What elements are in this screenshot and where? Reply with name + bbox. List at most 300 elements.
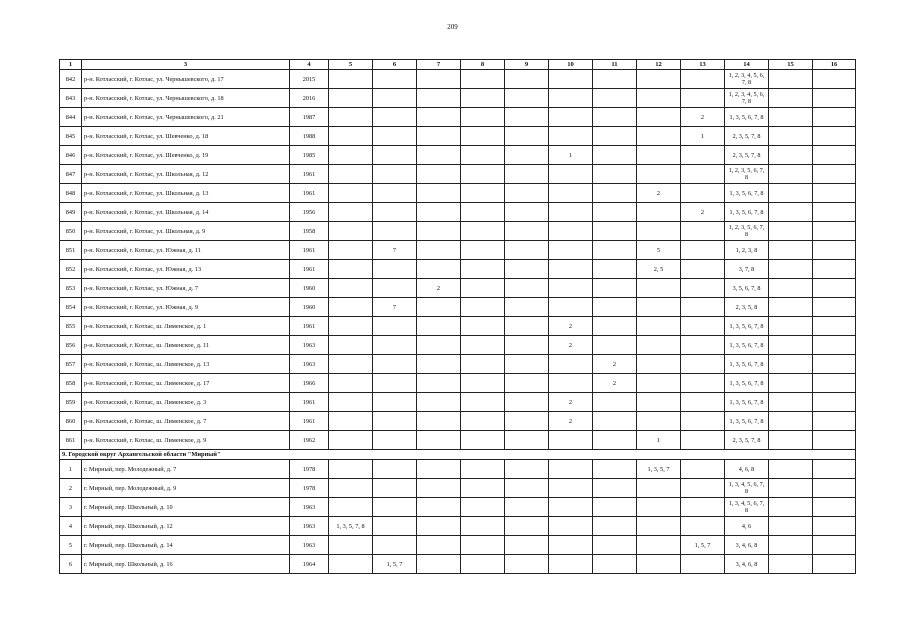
table-cell <box>769 279 813 298</box>
address-cell: р-н. Котласский, г. Котлас, ул. Чернышевского, д. 18 <box>82 89 290 108</box>
address-cell: р-н. Котласский, г. Котлас, ул. Южная, д. 13 <box>82 260 290 279</box>
table-cell <box>681 146 725 165</box>
table-cell <box>373 336 417 355</box>
table-cell <box>593 536 637 555</box>
work-types-cell: 1, 3, 5, 6, 7, 8 <box>725 203 769 222</box>
table-cell <box>461 498 505 517</box>
year-cell: 1961 <box>290 165 329 184</box>
table-cell <box>813 108 856 127</box>
work-types-cell: 1, 2, 3, 4, 5, 6, 7, 8 <box>725 70 769 89</box>
table-cell <box>593 460 637 479</box>
table-cell <box>417 517 461 536</box>
table-cell <box>813 412 856 431</box>
work-types-cell: 1, 3, 5, 6, 7, 8 <box>725 412 769 431</box>
table-cell: 1, 5, 7 <box>373 555 417 574</box>
kotlas-rows <box>60 70 856 450</box>
year-cell: 1961 <box>290 393 329 412</box>
table-cell: 7 <box>373 241 417 260</box>
table-cell <box>417 165 461 184</box>
table-cell <box>769 165 813 184</box>
year-cell: 1978 <box>290 460 329 479</box>
table-cell: 1 <box>637 431 681 450</box>
table-cell <box>637 146 681 165</box>
row-number-cell: 852 <box>60 260 82 279</box>
year-cell: 1963 <box>290 355 329 374</box>
row-number-cell: 847 <box>60 165 82 184</box>
table-cell: 2 <box>593 374 637 393</box>
table-cell <box>813 517 856 536</box>
table-cell <box>549 184 593 203</box>
table-cell <box>417 374 461 393</box>
table-cell <box>813 298 856 317</box>
table-cell <box>637 279 681 298</box>
table-cell <box>417 479 461 498</box>
table-cell <box>593 555 637 574</box>
work-types-cell: 1, 3, 5, 6, 7, 8 <box>725 374 769 393</box>
table-cell <box>373 222 417 241</box>
table-cell <box>549 460 593 479</box>
table-cell <box>505 317 549 336</box>
table-cell <box>813 146 856 165</box>
table-row <box>60 184 856 203</box>
table-row <box>60 298 856 317</box>
table-cell <box>637 355 681 374</box>
table-cell: 2, 5 <box>637 260 681 279</box>
table-cell <box>549 260 593 279</box>
table-cell <box>549 89 593 108</box>
table-cell <box>769 536 813 555</box>
table-cell <box>637 336 681 355</box>
table-cell <box>681 165 725 184</box>
row-number-cell: 843 <box>60 89 82 108</box>
table-cell <box>417 460 461 479</box>
table-cell <box>681 517 725 536</box>
table-cell <box>417 70 461 89</box>
table-cell <box>769 374 813 393</box>
table-cell <box>549 431 593 450</box>
table-cell <box>505 555 549 574</box>
table-cell <box>549 108 593 127</box>
column-header: 11 <box>593 60 637 70</box>
table-cell <box>417 431 461 450</box>
table-cell <box>505 460 549 479</box>
table-cell <box>461 374 505 393</box>
table-cell <box>813 127 856 146</box>
table-row <box>60 374 856 393</box>
row-number-cell: 845 <box>60 127 82 146</box>
column-header: 10 <box>549 60 593 70</box>
column-header: 7 <box>417 60 461 70</box>
work-types-cell: 4, 6 <box>725 517 769 536</box>
row-number-cell: 861 <box>60 431 82 450</box>
table-cell: 2 <box>417 279 461 298</box>
table-cell <box>637 479 681 498</box>
table-cell <box>549 298 593 317</box>
table-cell <box>505 146 549 165</box>
table-cell <box>329 70 373 89</box>
year-cell: 1963 <box>290 536 329 555</box>
address-cell: р-н. Котласский, г. Котлас, ул. Шевченко, д. 18 <box>82 127 290 146</box>
address-cell: р-н. Котласский, г. Котлас, ул. Школьная, д. 13 <box>82 184 290 203</box>
work-types-cell: 1, 3, 5, 6, 7, 8 <box>725 108 769 127</box>
table-cell <box>593 517 637 536</box>
row-number-cell: 3 <box>60 498 82 517</box>
table-row <box>60 393 856 412</box>
table-cell <box>593 146 637 165</box>
table-cell <box>329 127 373 146</box>
work-types-cell: 4, 6, 8 <box>725 460 769 479</box>
table-cell <box>681 89 725 108</box>
table-cell <box>549 479 593 498</box>
table-cell <box>461 127 505 146</box>
table-row <box>60 146 856 165</box>
table-cell <box>769 393 813 412</box>
row-number-cell: 2 <box>60 479 82 498</box>
table-cell <box>461 108 505 127</box>
table-row <box>60 498 856 517</box>
table-cell <box>461 412 505 431</box>
table-cell <box>593 89 637 108</box>
table-cell <box>637 89 681 108</box>
table-cell <box>505 203 549 222</box>
column-header: 16 <box>813 60 856 70</box>
table-cell <box>769 203 813 222</box>
table-cell <box>373 70 417 89</box>
table-cell <box>329 298 373 317</box>
table-cell <box>813 374 856 393</box>
table-cell <box>505 517 549 536</box>
table-cell <box>505 393 549 412</box>
table-cell <box>637 127 681 146</box>
table-cell <box>637 222 681 241</box>
address-cell: р-н. Котласский, г. Котлас, ул. Школьная, д. 14 <box>82 203 290 222</box>
table-cell <box>461 517 505 536</box>
year-cell: 1961 <box>290 412 329 431</box>
table-cell <box>505 165 549 184</box>
table-cell <box>417 412 461 431</box>
table-cell <box>769 146 813 165</box>
work-types-cell: 3, 4, 6, 8 <box>725 536 769 555</box>
table-cell <box>593 203 637 222</box>
row-number-cell: 854 <box>60 298 82 317</box>
column-header: 1 <box>60 60 82 70</box>
table-cell <box>417 298 461 317</box>
table-cell <box>681 222 725 241</box>
table-cell <box>637 108 681 127</box>
table-cell <box>461 184 505 203</box>
table-cell <box>461 355 505 374</box>
table-cell <box>417 203 461 222</box>
table-cell <box>769 89 813 108</box>
table-cell <box>769 517 813 536</box>
table-cell <box>593 479 637 498</box>
column-header: 13 <box>681 60 725 70</box>
table-cell <box>593 317 637 336</box>
table-cell <box>417 498 461 517</box>
row-number-cell: 858 <box>60 374 82 393</box>
table-cell <box>461 279 505 298</box>
table-cell <box>769 298 813 317</box>
work-types-cell: 3, 4, 6, 8 <box>725 555 769 574</box>
table-cell <box>769 460 813 479</box>
address-cell: р-н. Котласский, г. Котлас, ш. Лименское, д. 3 <box>82 393 290 412</box>
table-cell: 2 <box>549 412 593 431</box>
address-cell: г. Мирный, пер. Школьный, д. 14 <box>82 536 290 555</box>
table-cell <box>681 70 725 89</box>
year-cell: 1978 <box>290 479 329 498</box>
table-cell <box>461 431 505 450</box>
table-cell <box>813 317 856 336</box>
table-cell <box>505 184 549 203</box>
table-cell <box>505 70 549 89</box>
table-cell <box>549 498 593 517</box>
table-cell <box>505 298 549 317</box>
table-cell <box>461 165 505 184</box>
table-cell <box>681 317 725 336</box>
table-cell <box>417 260 461 279</box>
table-cell <box>373 146 417 165</box>
table-cell <box>461 298 505 317</box>
work-types-cell: 2, 3, 5, 8 <box>725 298 769 317</box>
column-header: 8 <box>461 60 505 70</box>
table-cell <box>373 374 417 393</box>
work-types-cell: 3, 5, 6, 7, 8 <box>725 279 769 298</box>
table-cell <box>681 460 725 479</box>
year-cell: 1966 <box>290 374 329 393</box>
table-cell <box>681 355 725 374</box>
column-header: 3 <box>82 60 290 70</box>
table-cell <box>373 460 417 479</box>
table-cell <box>505 536 549 555</box>
work-types-cell: 1, 2, 3, 4, 5, 6, 7, 8 <box>725 89 769 108</box>
table-cell <box>373 317 417 336</box>
table-row <box>60 70 856 89</box>
row-number-cell: 850 <box>60 222 82 241</box>
table-cell <box>637 165 681 184</box>
table-cell <box>769 184 813 203</box>
table-cell <box>637 203 681 222</box>
table-cell <box>417 146 461 165</box>
table-cell <box>813 460 856 479</box>
table-cell <box>681 479 725 498</box>
table-cell <box>329 184 373 203</box>
table-cell <box>505 479 549 498</box>
table-cell <box>373 355 417 374</box>
year-cell: 1987 <box>290 108 329 127</box>
table-cell <box>593 336 637 355</box>
table-cell <box>329 374 373 393</box>
address-cell: р-н. Котласский, г. Котлас, ш. Лименское, д. 17 <box>82 374 290 393</box>
year-cell: 1961 <box>290 260 329 279</box>
column-header: 6 <box>373 60 417 70</box>
table-cell <box>373 393 417 412</box>
table-cell <box>373 412 417 431</box>
year-cell: 1961 <box>290 184 329 203</box>
table-cell <box>417 536 461 555</box>
address-cell: р-н. Котласский, г. Котлас, ул. Школьная, д. 9 <box>82 222 290 241</box>
table-cell <box>373 203 417 222</box>
address-cell: р-н. Котласский, г. Котлас, ш. Лименское, д. 11 <box>82 336 290 355</box>
table-row <box>60 317 856 336</box>
table-cell <box>329 146 373 165</box>
table-cell <box>505 222 549 241</box>
row-number-cell: 844 <box>60 108 82 127</box>
address-cell: г. Мирный, пер. Школьный, д. 12 <box>82 517 290 536</box>
table-cell <box>329 260 373 279</box>
table-cell: 2 <box>549 317 593 336</box>
table-cell <box>329 498 373 517</box>
table-cell <box>417 241 461 260</box>
address-cell: р-н. Котласский, г. Котлас, ул. Чернышевского, д. 17 <box>82 70 290 89</box>
table-row <box>60 222 856 241</box>
table-cell <box>769 222 813 241</box>
table-cell <box>681 298 725 317</box>
table-cell <box>637 374 681 393</box>
work-types-cell: 1, 3, 5, 6, 7, 8 <box>725 184 769 203</box>
table-cell <box>813 393 856 412</box>
table-cell <box>505 498 549 517</box>
row-number-cell: 846 <box>60 146 82 165</box>
table-cell <box>813 555 856 574</box>
work-types-cell: 1, 2, 3, 5, 6, 7, 8 <box>725 222 769 241</box>
table-cell <box>417 127 461 146</box>
table-cell <box>505 127 549 146</box>
table-cell <box>373 89 417 108</box>
address-cell: р-н. Котласский, г. Котлас, ул. Южная, д. 11 <box>82 241 290 260</box>
table-cell <box>329 336 373 355</box>
table-cell <box>329 555 373 574</box>
table-cell <box>505 260 549 279</box>
work-types-cell: 3, 7, 8 <box>725 260 769 279</box>
housing-register-table <box>59 59 856 574</box>
table-cell <box>373 498 417 517</box>
row-number-cell: 857 <box>60 355 82 374</box>
table-cell <box>813 241 856 260</box>
work-types-cell: 1, 2, 3, 8 <box>725 241 769 260</box>
table-cell <box>505 412 549 431</box>
table-cell <box>505 108 549 127</box>
section-heading-row <box>60 450 856 460</box>
year-cell: 2015 <box>290 70 329 89</box>
table-cell <box>593 393 637 412</box>
table-cell <box>769 479 813 498</box>
table-cell <box>769 260 813 279</box>
table-cell <box>505 279 549 298</box>
column-header: 9 <box>505 60 549 70</box>
table-cell <box>681 498 725 517</box>
table-cell <box>461 393 505 412</box>
table-row <box>60 279 856 298</box>
table-cell <box>593 498 637 517</box>
table-cell <box>461 479 505 498</box>
table-cell <box>329 222 373 241</box>
column-header: 14 <box>725 60 769 70</box>
table-cell: 7 <box>373 298 417 317</box>
table-cell <box>373 517 417 536</box>
address-cell: г. Мирный, пер. Школьный, д. 10 <box>82 498 290 517</box>
table-cell <box>461 89 505 108</box>
work-types-cell: 1, 3, 5, 6, 7, 8 <box>725 393 769 412</box>
table-row <box>60 241 856 260</box>
table-cell <box>681 431 725 450</box>
table-cell <box>681 184 725 203</box>
row-number-cell: 859 <box>60 393 82 412</box>
table-cell <box>549 355 593 374</box>
address-cell: р-н. Котласский, г. Котлас, ш. Лименское, д. 7 <box>82 412 290 431</box>
table-cell <box>769 431 813 450</box>
address-cell: г. Мирный, пер. Школьный, д. 16 <box>82 555 290 574</box>
table-cell <box>593 127 637 146</box>
table-cell <box>549 203 593 222</box>
table-row <box>60 89 856 108</box>
table-cell: 1 <box>681 127 725 146</box>
row-number-cell: 5 <box>60 536 82 555</box>
table-cell <box>813 260 856 279</box>
table-cell <box>505 374 549 393</box>
table-row <box>60 203 856 222</box>
table-cell <box>769 336 813 355</box>
table-cell <box>769 127 813 146</box>
year-cell: 1961 <box>290 317 329 336</box>
address-cell: р-н. Котласский, г. Котлас, ш. Лименское, д. 13 <box>82 355 290 374</box>
row-number-cell: 856 <box>60 336 82 355</box>
column-header: 12 <box>637 60 681 70</box>
table-cell <box>681 336 725 355</box>
table-cell <box>637 517 681 536</box>
table-cell <box>329 165 373 184</box>
table-cell <box>549 536 593 555</box>
table-cell <box>417 336 461 355</box>
table-cell <box>417 108 461 127</box>
section-title: 9. Городской округ Архангельской области "Мирный" <box>60 450 856 460</box>
table-cell <box>373 260 417 279</box>
work-types-cell: 2, 3, 5, 7, 8 <box>725 146 769 165</box>
table-row <box>60 260 856 279</box>
table-cell <box>769 498 813 517</box>
table-cell <box>461 260 505 279</box>
table-cell <box>681 412 725 431</box>
year-cell: 1964 <box>290 555 329 574</box>
table-cell <box>373 536 417 555</box>
table-cell <box>769 555 813 574</box>
table-cell <box>813 279 856 298</box>
table-cell <box>417 184 461 203</box>
table-cell: 1 <box>549 146 593 165</box>
address-cell: г. Мирный, пер. Молодежный, д. 7 <box>82 460 290 479</box>
table-cell <box>329 393 373 412</box>
table-cell <box>329 89 373 108</box>
row-number-cell: 842 <box>60 70 82 89</box>
table-cell <box>593 431 637 450</box>
table-cell <box>373 127 417 146</box>
table-row <box>60 412 856 431</box>
table-cell <box>417 89 461 108</box>
table-cell <box>813 203 856 222</box>
table-cell <box>329 317 373 336</box>
row-number-cell: 849 <box>60 203 82 222</box>
table-cell <box>681 374 725 393</box>
table-cell: 1, 3, 5, 7 <box>637 460 681 479</box>
table-cell <box>681 393 725 412</box>
table-cell <box>373 279 417 298</box>
table-cell: 2 <box>593 355 637 374</box>
table-cell <box>329 460 373 479</box>
table-cell <box>505 89 549 108</box>
table-row <box>60 431 856 450</box>
table-cell <box>813 165 856 184</box>
mirny-rows <box>60 460 856 574</box>
address-cell: р-н. Котласский, г. Котлас, ул. Южная, д. 7 <box>82 279 290 298</box>
